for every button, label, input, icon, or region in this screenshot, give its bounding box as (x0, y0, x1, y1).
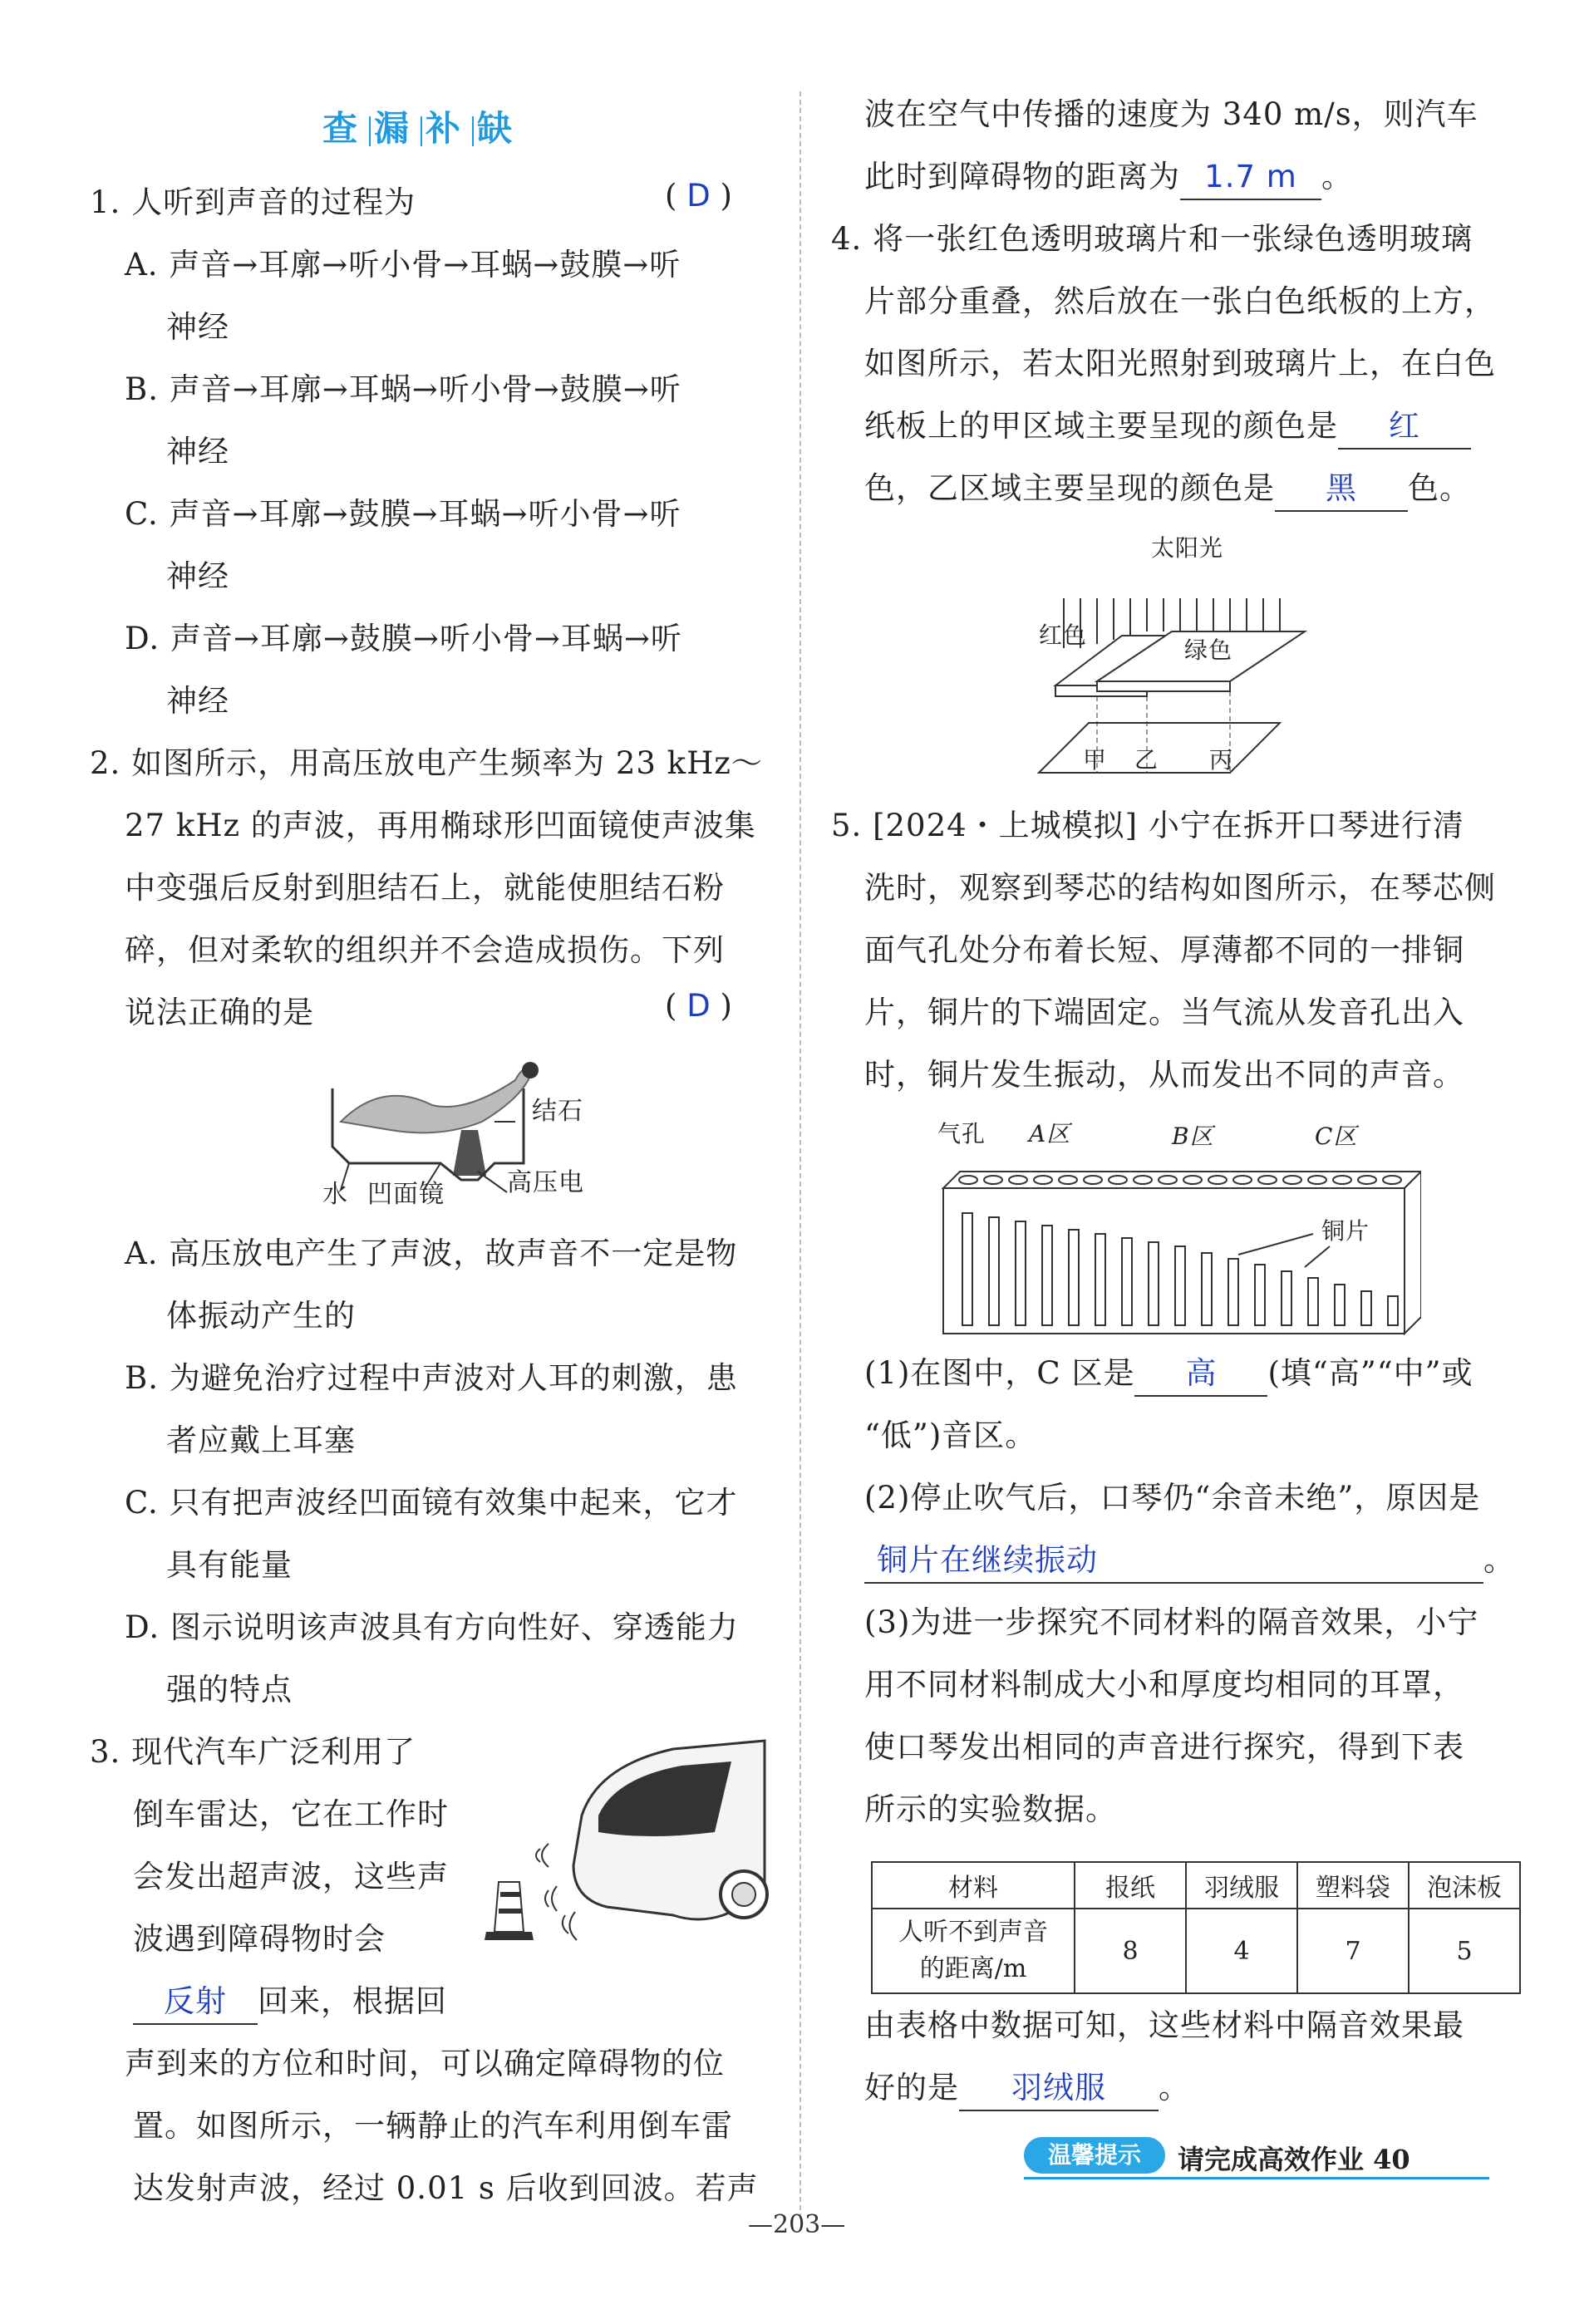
q3-cont-line2 (864, 145, 1353, 208)
q4-line5-end: 色。 (1408, 470, 1471, 506)
q5-label-hole: 气孔 (937, 1120, 986, 1147)
car-radar-figure (482, 1716, 773, 1948)
q5-conclusion-line2 (864, 2056, 1190, 2119)
q4-line: 如图所示，若太阳光照射到玻璃片上，在白色 (864, 346, 1496, 381)
footer-tip (1024, 2137, 1489, 2179)
q5-line: 洗时，观察到琴芯的结构如图所示，在琴芯侧 (864, 870, 1496, 906)
table-header-cell: 材料 (872, 1862, 1075, 1909)
table-row (872, 1909, 1520, 1993)
table-header-cell: 报纸 (1075, 1862, 1186, 1909)
q3-line: 会发出超声波，这些声 (133, 1859, 449, 1894)
q2-option-c-cont: 具有能量 (166, 1547, 293, 1583)
page-number: —203— (748, 2210, 846, 2239)
q4-label-a: 甲 (1083, 746, 1108, 774)
q3-line: 波遇到障碍物时会 (133, 1921, 386, 1957)
q2-line: 中变强后反射到胆结石上，就能使胆结石粉 (125, 870, 725, 906)
q1-option-b: B. 声音→耳廓→耳蜗→听小骨→鼓膜→听 (125, 371, 681, 407)
q5-answer-blank3: 羽绒服 (959, 2066, 1159, 2111)
q1-answer: D (686, 178, 711, 214)
table-cell: 5 (1409, 1909, 1520, 1993)
table-row-label: 人听不到声音 的距离/m (872, 1909, 1075, 1993)
q2-option-d-cont: 强的特点 (166, 1672, 293, 1707)
heading-char: 缺 (477, 108, 521, 149)
q2-label-water: 水 (322, 1180, 348, 1209)
q5-line: 时，铜片发生振动，从而发出不同的声音。 (864, 1057, 1464, 1093)
tip-badge: 温馨提示 (1024, 2137, 1165, 2174)
tip-text: 请完成高效作业 40 (1178, 2144, 1410, 2175)
column-divider (799, 91, 801, 2218)
q3-line: 达发射声波，经过 0.01 s 后收到回波。若声 (133, 2170, 759, 2206)
q2-option-b: B. 为避免治疗过程中声波对人耳的刺激，患 (125, 1360, 738, 1396)
heading-char: 漏 (374, 108, 418, 149)
q4-label-green: 绿色 (1184, 636, 1233, 664)
q5-label-reed: 铜片 (1321, 1217, 1370, 1245)
q2-answer-bracket: ( D ) (665, 988, 732, 1024)
q3-cont-line: 波在空气中传播的速度为 340 m/s，则汽车 (864, 96, 1478, 132)
q5-conclusion: 由表格中数据可知，这些材料中隔音效果最 (864, 2007, 1464, 2043)
q5-sub3: 使口琴发出相同的声音进行探究，得到下表 (864, 1729, 1464, 1765)
q3-line: 声到来的方位和时间，可以确定障碍物的位 (125, 2046, 725, 2081)
heading-char: 查 (322, 108, 367, 149)
q1-option-b-cont: 神经 (166, 434, 229, 469)
q2-option-c: C. 只有把声波经凹面镜有效集中起来，它才 (125, 1485, 738, 1521)
q5-answer-blank1: 高 (1134, 1352, 1267, 1397)
q3-answer-blank2: 1.7 m (1180, 155, 1321, 200)
q5-line: 5. [2024・上城模拟] 小宁在拆开口琴进行清 (831, 808, 1464, 843)
q4-line4-text: 纸板上的甲区域主要呈现的颜色是 (864, 408, 1338, 444)
q4-line: 片部分重叠，然后放在一张白色纸板的上方， (864, 283, 1496, 319)
table-cell: 8 (1075, 1909, 1186, 1993)
table-cell: 7 (1297, 1909, 1409, 1993)
q5-sub3: 用不同材料制成大小和厚度均相同的耳罩， (864, 1667, 1464, 1702)
q4-line5-text: 色，乙区域主要呈现的颜色是 (864, 470, 1275, 506)
heading-char: 补 (426, 108, 470, 149)
q5-conclusion-text: 好的是 (864, 2070, 959, 2105)
q5-sub1-line2: “低”)音区。 (864, 1417, 1037, 1453)
harmonica-figure (939, 1163, 1421, 1338)
table-cell: 4 (1186, 1909, 1297, 1993)
q4-line4 (864, 395, 1471, 457)
q1-answer-bracket: ( D ) (665, 178, 732, 214)
q2-option-d: D. 图示说明该声波具有方向性好、穿透能力 (125, 1609, 739, 1645)
q5-sub2: (2)停止吹气后，口琴仍“余音未绝”，原因是 (864, 1480, 1481, 1516)
q1-option-d: D. 声音→耳廓→鼓膜→听小骨→耳蜗→听 (125, 621, 682, 656)
q5-line: 片，铜片的下端固定。当气流从发音孔出入 (864, 995, 1464, 1030)
q3-answer-blank1: 反射 (133, 1980, 258, 2025)
q5-conclusion-end: 。 (1159, 2070, 1190, 2105)
q2-line: 2. 如图所示，用高压放电产生频率为 23 kHz～ (90, 745, 763, 781)
q5-sub2-answer-line: 铜片在继续振动 。 (864, 1529, 1515, 1591)
q5-line: 面气孔处分布着长短、厚薄都不同的一排铜 (864, 932, 1464, 968)
q2-option-b-cont: 者应戴上耳塞 (166, 1422, 356, 1458)
table-header-row (872, 1862, 1520, 1909)
q1-option-a-cont: 神经 (166, 309, 229, 345)
q1-stem: 1. 人听到声音的过程为 (90, 184, 416, 220)
table-header-cell: 羽绒服 (1186, 1862, 1297, 1909)
q5-sub1-text: (1)在图中，C 区是 (864, 1355, 1135, 1391)
q1-option-d-cont: 神经 (166, 683, 229, 719)
q2-line: 27 kHz 的声波，再用椭球形凹面镜使声波集 (125, 808, 756, 843)
q2-line: 说法正确的是 (125, 995, 314, 1030)
q4-answer-blank2: 黑 (1275, 467, 1408, 512)
q3-line: 置。如图所示，一辆静止的汽车利用倒车雷 (133, 2108, 733, 2144)
q3-line: 3. 现代汽车广泛利用了 (90, 1734, 416, 1770)
q2-label-stone: 结石 (532, 1097, 583, 1126)
q5-label-a: A区 (1029, 1120, 1071, 1147)
q5-sub1-post: (填“高”“中”或 (1267, 1355, 1473, 1391)
q4-answer-blank1: 红 (1338, 405, 1471, 450)
q2-option-a-cont: 体振动产生的 (166, 1298, 356, 1334)
q5-answer-blank2: 铜片在继续振动 (864, 1539, 1483, 1584)
q1-option-c: C. 声音→耳廓→鼓膜→耳蜗→听小骨→听 (125, 496, 681, 532)
q2-label-discharge: 高压电 (507, 1168, 584, 1197)
q5-label-c: C区 (1315, 1123, 1358, 1150)
q4-line5 (864, 457, 1471, 519)
glass-figure (1031, 565, 1330, 781)
q4-label-red: 红色 (1039, 622, 1088, 649)
q5-sub1 (864, 1342, 1473, 1404)
section-heading (322, 101, 520, 151)
table-header-cell: 泡沫板 (1409, 1862, 1520, 1909)
q4-label-sun: 太阳光 (1151, 534, 1224, 562)
q1-option-c-cont: 神经 (166, 558, 229, 594)
q3-end: 。 (1321, 159, 1353, 194)
q5-sub3: 所示的实验数据。 (864, 1791, 1117, 1827)
q2-line: 碎，但对柔软的组织并不会造成损伤。下列 (125, 932, 725, 968)
q3-blank-line (133, 1970, 447, 2032)
q5-label-b: B区 (1172, 1123, 1214, 1150)
q2-label-mirror: 凹面镜 (367, 1180, 445, 1209)
q3-after-blank: 回来，根据回 (258, 1983, 447, 2019)
q4-line: 4. 将一张红色透明玻璃片和一张绿色透明玻璃 (831, 221, 1473, 257)
table-header-cell: 塑料袋 (1297, 1862, 1409, 1909)
q4-label-b: 乙 (1134, 746, 1159, 774)
q2-answer: D (686, 988, 711, 1024)
q2-option-a: A. 高压放电产生了声波，故声音不一定是物 (125, 1236, 738, 1271)
sound-insulation-table (871, 1861, 1521, 1994)
q3-line: 倒车雷达，它在工作时 (133, 1796, 449, 1832)
q4-label-c: 丙 (1209, 746, 1234, 774)
q3-cont-text: 此时到障碍物的距离为 (864, 159, 1180, 194)
q1-option-a: A. 声音→耳廓→听小骨→耳蜗→鼓膜→听 (125, 247, 681, 283)
q5-sub3: (3)为进一步探究不同材料的隔音效果，小宁 (864, 1604, 1479, 1640)
